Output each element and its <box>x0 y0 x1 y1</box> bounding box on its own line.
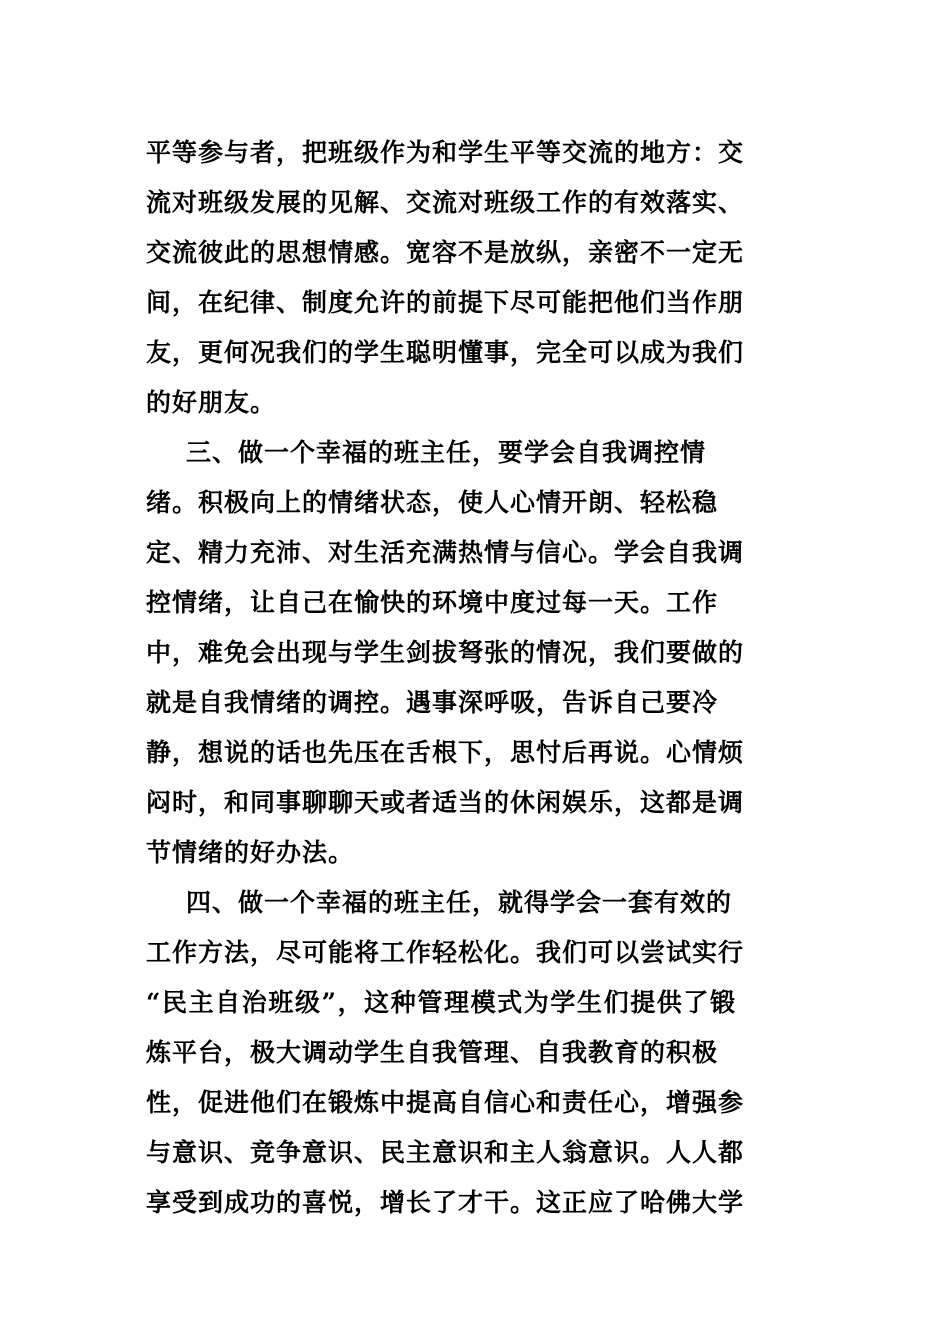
document-body <box>146 128 745 1228</box>
text-line: 四、做一个幸福的班主任，就得学会一套有效的 <box>186 888 733 917</box>
text-line: 与意识、竞争意识、民主意识和主人翁意识。人人都 <box>146 1138 745 1167</box>
text-line: 友，更何况我们的学生聪明懂事，完全可以成为我们 <box>146 338 745 367</box>
text-line: 工作方法，尽可能将工作轻松化。我们可以尝试实行 <box>146 938 745 967</box>
paragraph-3 <box>146 878 745 1228</box>
text-line: 间，在纪律、制度允许的前提下尽可能把他们当作朋 <box>146 288 745 317</box>
text-line: 炼平台，极大调动学生自我管理、自我教育的积极 <box>146 1038 719 1067</box>
text-line: 节情绪的好办法。 <box>146 838 355 867</box>
text-line: 平等参与者，把班级作为和学生平等交流的地方：交 <box>146 138 745 167</box>
text-line: 享受到成功的喜悦，增长了才干。这正应了哈佛大学 <box>146 1188 745 1217</box>
text-line: 定、精力充沛、对生活充满热情与信心。学会自我调 <box>146 538 745 567</box>
paragraph-2 <box>146 428 745 878</box>
text-line: 的好朋友。 <box>146 388 277 417</box>
text-line: 控情绪，让自己在愉快的环境中度过每一天。工作 <box>146 588 719 617</box>
text-line: 中，难免会出现与学生剑拔弩张的情况，我们要做的 <box>146 638 745 667</box>
text-line: 闷时，和同事聊聊天或者适当的休闲娱乐，这都是调 <box>146 788 745 817</box>
text-line: 流对班级发展的见解、交流对班级工作的有效落实、 <box>146 188 745 217</box>
paragraph-1 <box>146 128 745 428</box>
text-line: 性，促进他们在锻炼中提高自信心和责任心，增强参 <box>146 1088 745 1117</box>
text-line: 绪。积极向上的情绪状态，使人心情开朗、轻松稳 <box>146 488 719 517</box>
text-line: 静，想说的话也先压在舌根下，思忖后再说。心情烦 <box>146 738 745 767</box>
text-line: “民主自治班级”，这种管理模式为学生们提供了锻 <box>146 988 736 1017</box>
text-line: 就是自我情绪的调控。遇事深呼吸，告诉自己要冷 <box>146 688 719 717</box>
text-line: 三、做一个幸福的班主任，要学会自我调控情 <box>186 438 707 467</box>
text-line: 交流彼此的思想情感。宽容不是放纵，亲密不一定无 <box>146 238 745 267</box>
